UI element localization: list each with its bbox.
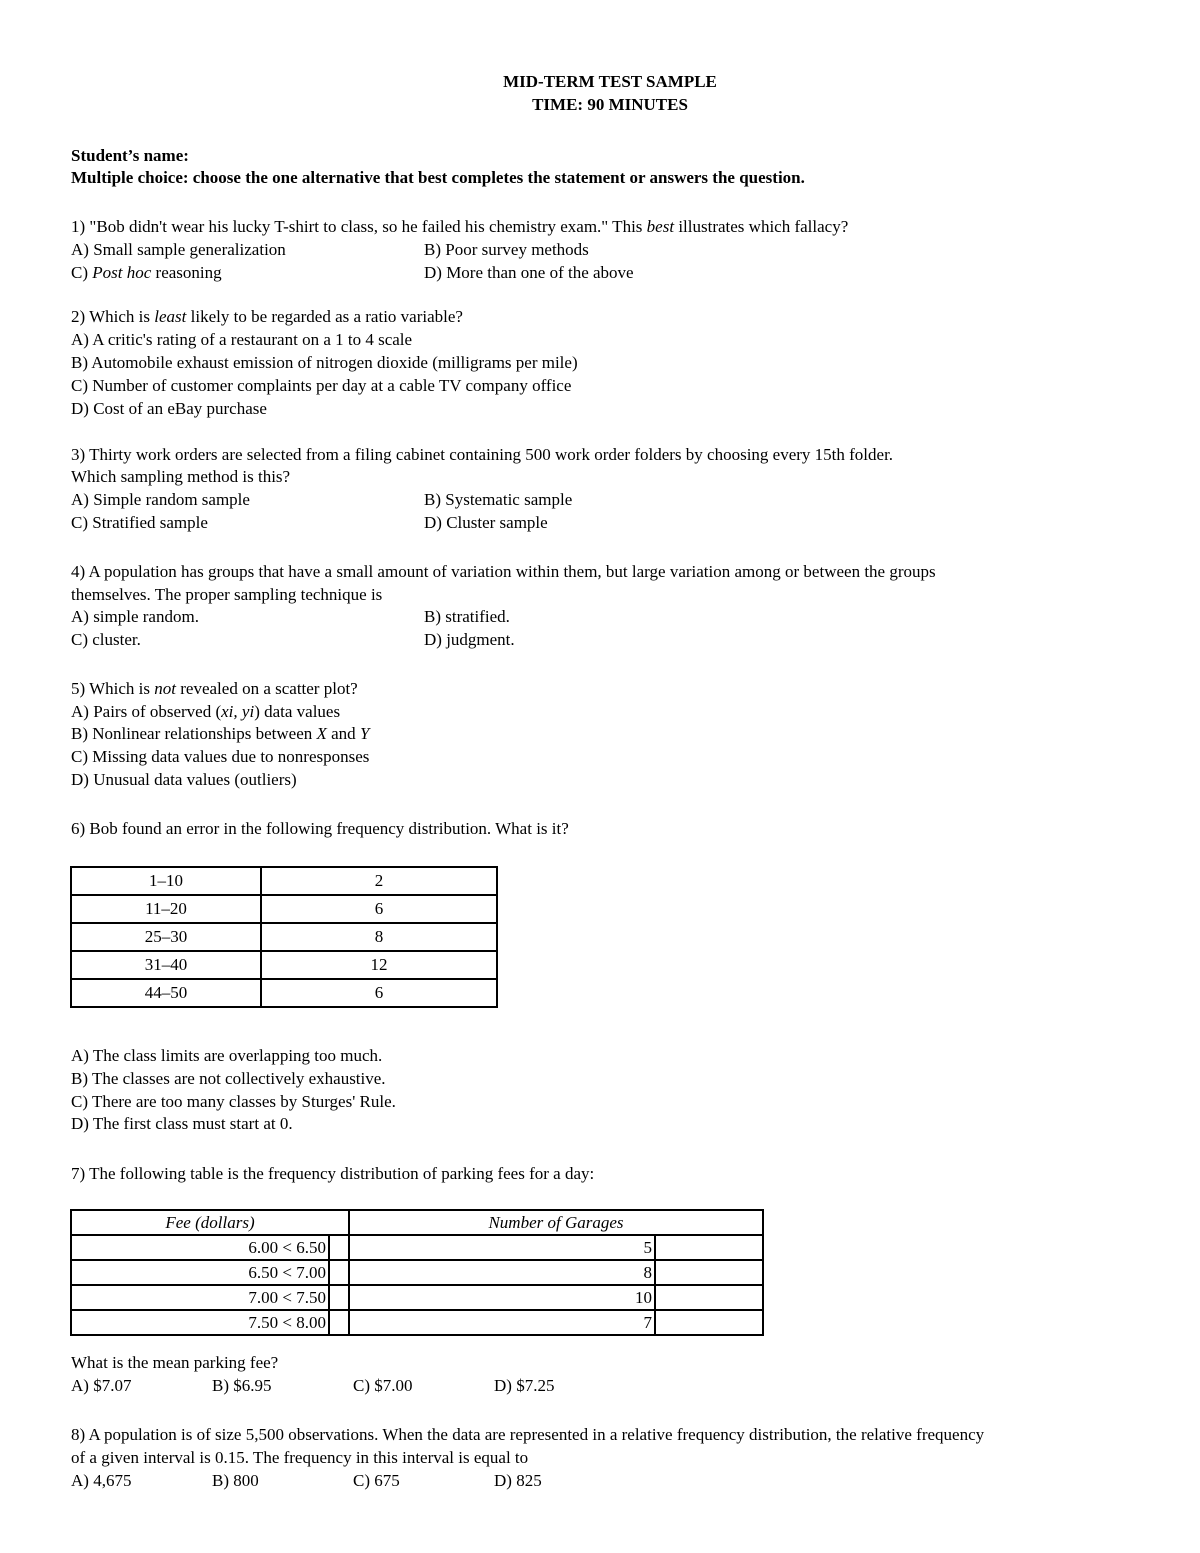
q3-option-b: B) Systematic sample — [424, 490, 573, 509]
q2-option-b: B) Automobile exhaust emission of nitrogen dioxide (milligrams per mile) — [71, 353, 578, 372]
garages-cell: 7 — [349, 1310, 655, 1335]
q4-option-c: C) cluster. — [71, 630, 141, 649]
q5-stem: 5) Which is not revealed on a scatter plot? — [71, 679, 358, 698]
frequency-table — [70, 866, 498, 1008]
class-cell: 25–30 — [71, 923, 261, 951]
q2-option-d: D) Cost of an eBay purchase — [71, 399, 267, 418]
q7-option-a: A) $7.07 — [71, 1376, 132, 1395]
table-row — [71, 951, 497, 979]
q7-option-c: C) $7.00 — [353, 1376, 413, 1395]
frequency-cell: 12 — [261, 951, 497, 979]
table-row — [71, 867, 497, 895]
q8-option-d: D) 825 — [494, 1471, 542, 1490]
q4-option-b: B) stratified. — [424, 607, 510, 626]
table-row — [71, 1310, 763, 1335]
fee-cell: 7.00 < 7.50 — [71, 1285, 329, 1310]
fee-cell: 6.00 < 6.50 — [71, 1235, 329, 1260]
spacer-cell — [655, 1260, 763, 1285]
q1-option-d: D) More than one of the above — [424, 263, 634, 282]
class-cell: 31–40 — [71, 951, 261, 979]
q6-stem: 6) Bob found an error in the following frequency distribution. What is it? — [71, 819, 569, 838]
frequency-cell: 6 — [261, 979, 497, 1007]
fee-column-header: Fee (dollars) — [71, 1210, 349, 1235]
q8-stem-line1: 8) A population is of size 5,500 observations. When the data are represented in a relative frequency distribution, the relative frequency — [71, 1425, 985, 1444]
parking-fee-table — [70, 1209, 764, 1336]
spacer-cell — [329, 1235, 349, 1260]
spacer-cell — [655, 1235, 763, 1260]
table-header-row — [71, 1210, 763, 1235]
garages-cell: 10 — [349, 1285, 655, 1310]
q1-option-c: C) Post hoc reasoning — [71, 263, 222, 282]
table-row — [71, 895, 497, 923]
q1-option-b: B) Poor survey methods — [424, 240, 589, 259]
table-row — [71, 923, 497, 951]
q5-option-a: A) Pairs of observed (xi, yi) data values — [71, 702, 341, 721]
class-cell: 1–10 — [71, 867, 261, 895]
frequency-cell: 8 — [261, 923, 497, 951]
garages-column-header: Number of Garages — [349, 1210, 763, 1235]
q2-option-c: C) Number of customer complaints per day at a cable TV company office — [71, 376, 572, 395]
spacer-cell — [329, 1310, 349, 1335]
q8-option-a: A) 4,675 — [71, 1471, 132, 1490]
q7-option-d: D) $7.25 — [494, 1376, 555, 1395]
class-cell: 11–20 — [71, 895, 261, 923]
frequency-cell: 2 — [261, 867, 497, 895]
q4-option-d: D) judgment. — [424, 630, 515, 649]
q8-option-c: C) 675 — [353, 1471, 400, 1490]
q6-option-b: B) The classes are not collectively exhaustive. — [71, 1069, 386, 1088]
exam-time: TIME: 90 MINUTES — [532, 95, 688, 114]
q3-stem-line2: Which sampling method is this? — [71, 467, 291, 486]
class-cell: 44–50 — [71, 979, 261, 1007]
table-row — [71, 1285, 763, 1310]
spacer-cell — [329, 1260, 349, 1285]
fee-cell: 7.50 < 8.00 — [71, 1310, 329, 1335]
frequency-cell: 6 — [261, 895, 497, 923]
q7-question: What is the mean parking fee? — [71, 1353, 279, 1372]
q6-option-a: A) The class limits are overlapping too much. — [71, 1046, 383, 1065]
garages-cell: 5 — [349, 1235, 655, 1260]
spacer-cell — [655, 1310, 763, 1335]
q4-option-a: A) simple random. — [71, 607, 199, 626]
q5-option-b: B) Nonlinear relationships between X and Y — [71, 724, 370, 743]
q6-option-c: C) There are too many classes by Sturges' Rule. — [71, 1092, 396, 1111]
q6-option-d: D) The first class must start at 0. — [71, 1114, 293, 1133]
q7-option-b: B) $6.95 — [212, 1376, 272, 1395]
spacer-cell — [329, 1285, 349, 1310]
q1-stem: 1) "Bob didn't wear his lucky T-shirt to class, so he failed his chemistry exam." This best illustrates which fallacy? — [71, 217, 849, 236]
table-row — [71, 1260, 763, 1285]
table-row — [71, 1235, 763, 1260]
q1-option-a: A) Small sample generalization — [71, 240, 286, 259]
garages-cell: 8 — [349, 1260, 655, 1285]
q5-option-d: D) Unusual data values (outliers) — [71, 770, 297, 789]
spacer-cell — [655, 1285, 763, 1310]
q3-option-c: C) Stratified sample — [71, 513, 208, 532]
q3-stem-line1: 3) Thirty work orders are selected from a filing cabinet containing 500 work order folders by choosing every 15th folder. — [71, 445, 894, 464]
q7-stem: 7) The following table is the frequency distribution of parking fees for a day: — [71, 1164, 595, 1183]
instructions: Multiple choice: choose the one alternative that best completes the statement or answers the question. — [71, 168, 805, 187]
q4-stem-line1: 4) A population has groups that have a small amount of variation within them, but large variation among or between the groups — [71, 562, 936, 581]
student-name-label: Student’s name: — [71, 146, 189, 165]
table-row — [71, 979, 497, 1007]
fee-cell: 6.50 < 7.00 — [71, 1260, 329, 1285]
q8-stem-line2: of a given interval is 0.15. The frequency in this interval is equal to — [71, 1448, 529, 1467]
q2-option-a: A) A critic's rating of a restaurant on a 1 to 4 scale — [71, 330, 413, 349]
q2-stem: 2) Which is least likely to be regarded as a ratio variable? — [71, 307, 463, 326]
exam-title: MID-TERM TEST SAMPLE — [503, 72, 717, 91]
q3-option-d: D) Cluster sample — [424, 513, 548, 532]
q5-option-c: C) Missing data values due to nonresponses — [71, 747, 370, 766]
q4-stem-line2: themselves. The proper sampling technique is — [71, 585, 383, 604]
q3-option-a: A) Simple random sample — [71, 490, 250, 509]
q8-option-b: B) 800 — [212, 1471, 259, 1490]
